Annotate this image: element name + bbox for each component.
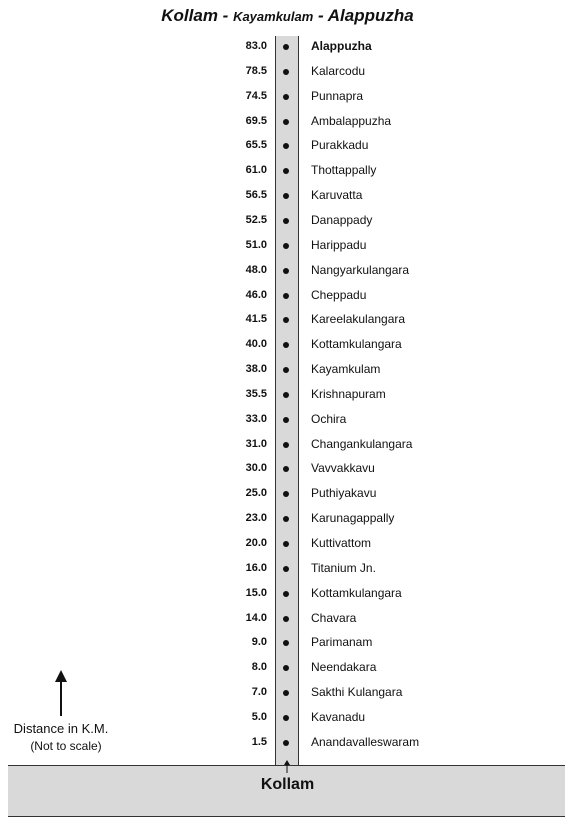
stop-distance: 46.0: [245, 288, 267, 301]
stop-name: Ochira: [311, 411, 347, 426]
stop-name: Changankulangara: [311, 436, 413, 451]
stop-dot-icon: [283, 392, 289, 398]
stop-name: Thottappally: [311, 163, 377, 178]
stop-distance: 74.5: [245, 89, 267, 102]
stop-distance: 30.0: [245, 462, 267, 475]
stop-row: [0, 408, 575, 432]
stop-row: [0, 433, 575, 457]
stop-dot-icon: [283, 740, 289, 746]
stop-dot-icon: [283, 442, 289, 448]
stop-row: [0, 681, 575, 705]
stop-dot-icon: [283, 218, 289, 224]
stop-name: Kareelakulangara: [311, 312, 406, 327]
stop-name: Chavara: [311, 610, 357, 625]
stop-name: Kuttivattom: [311, 536, 372, 550]
stop-name: Kottamkulangara: [311, 337, 402, 352]
distance-legend: Distance in K.M.: [13, 721, 109, 736]
stop-dot-icon: [283, 317, 289, 323]
stop-name: Sakthi Kulangara: [311, 685, 403, 700]
stop-distance: 7.0: [251, 686, 267, 699]
stop-dot-icon: [283, 491, 289, 497]
stop-name: Titanium Jn.: [311, 560, 376, 575]
direction-arrow-icon: [52, 670, 70, 718]
stop-row: [0, 35, 575, 59]
stop-row: [0, 333, 575, 357]
stop-distance: 25.0: [245, 487, 267, 500]
stop-dot-icon: [283, 44, 289, 50]
stop-name: Kalarcodu: [311, 63, 366, 78]
stop-distance: 5.0: [251, 710, 267, 723]
stop-distance: 69.5: [245, 114, 267, 127]
stop-distance: 51.0: [245, 238, 267, 251]
stop-distance: 14.0: [245, 611, 267, 624]
stop-dot-icon: [283, 640, 289, 646]
title-middle: Kayamkulam: [233, 9, 314, 24]
origin-label: Kollam: [260, 776, 315, 793]
stop-distance: 52.5: [245, 213, 267, 226]
stop-dot-icon: [283, 516, 289, 522]
stop-name: Ambalappuzha: [311, 113, 392, 128]
stop-dot-icon: [283, 143, 289, 149]
stop-row: [0, 184, 575, 208]
stop-dot-icon: [283, 541, 289, 547]
stop-name: Parimanam: [311, 635, 373, 650]
scale-note: (Not to scale): [30, 739, 102, 753]
stop-row: [0, 308, 575, 332]
diagram-title: [0, 6, 575, 26]
stop-distance: 8.0: [251, 661, 267, 674]
stop-name: Purakkadu: [311, 138, 369, 153]
stop-distance: 31.0: [245, 437, 267, 450]
stop-name: Krishnapuram: [311, 386, 386, 401]
stop-distance: 16.0: [245, 561, 267, 574]
stop-row: [0, 383, 575, 407]
stop-name: Karunagappally: [311, 511, 395, 526]
stop-row: [0, 358, 575, 382]
stop-name: Vavvakkavu: [311, 461, 375, 476]
stop-dot-icon: [283, 690, 289, 696]
stop-distance: 38.0: [245, 363, 267, 376]
stop-distance: 35.5: [245, 387, 267, 400]
stop-name: Anandavalleswaram: [311, 734, 420, 749]
stop-dot-icon: [283, 243, 289, 249]
stop-dot-icon: [283, 342, 289, 348]
stop-dot-icon: [283, 367, 289, 373]
stop-row: [0, 159, 575, 183]
stop-dot-icon: [283, 268, 289, 274]
stop-distance: 20.0: [245, 537, 267, 549]
stop-row: [0, 631, 575, 655]
stop-dot-icon: [283, 293, 289, 299]
stop-dot-icon: [283, 566, 289, 572]
title-start: Kollam -: [161, 6, 234, 25]
stop-row: [0, 557, 575, 581]
stop-name: Karuvatta: [311, 188, 363, 203]
stop-name: Puthiyakavu: [311, 486, 377, 501]
stop-dot-icon: [283, 616, 289, 622]
stop-name: Neendakara: [311, 660, 377, 675]
stop-name: Danappady: [311, 212, 373, 227]
stop-distance: 23.0: [245, 512, 267, 525]
stop-name: Kavanadu: [311, 709, 366, 724]
stop-distance: 41.5: [245, 313, 267, 326]
origin-up-arrow-icon: [281, 760, 293, 774]
stop-row: [0, 532, 575, 556]
stop-distance: 83.0: [245, 40, 267, 52]
stop-distance: 1.5: [251, 735, 267, 748]
stop-name: Kottamkulangara: [311, 585, 402, 600]
stop-row: [0, 507, 575, 531]
stop-name: Cheppadu: [311, 287, 367, 302]
stop-name: Kayamkulam: [311, 362, 381, 377]
stop-dot-icon: [283, 119, 289, 125]
stop-distance: 56.5: [245, 189, 267, 202]
stop-dot-icon: [283, 591, 289, 597]
stop-distance: 61.0: [245, 164, 267, 177]
stop-row: [0, 134, 575, 158]
stop-distance: 40.0: [245, 338, 267, 351]
stop-row: [0, 60, 575, 84]
stop-row: [0, 656, 575, 680]
stop-dot-icon: [283, 466, 289, 472]
title-end: - Alappuzha: [313, 6, 414, 25]
stop-row: [0, 482, 575, 506]
stop-row: [0, 85, 575, 109]
stop-dot-icon: [283, 193, 289, 199]
stop-distance: 9.0: [251, 636, 267, 649]
stop-row: [0, 259, 575, 283]
stop-dot-icon: [283, 715, 289, 721]
stop-distance: 65.5: [245, 139, 267, 152]
stop-dot-icon: [283, 417, 289, 423]
stop-dot-icon: [283, 94, 289, 100]
stop-name: Punnapra: [311, 88, 364, 103]
stop-name: Alappuzha: [311, 39, 372, 53]
stop-row: [0, 110, 575, 134]
stop-row: [0, 607, 575, 631]
stop-dot-icon: [283, 665, 289, 671]
stop-row: [0, 457, 575, 481]
stop-row: [0, 582, 575, 606]
stop-row: [0, 234, 575, 258]
stop-dot-icon: [283, 168, 289, 174]
stop-name: Nangyarkulangara: [311, 262, 410, 277]
stop-distance: 48.0: [245, 263, 267, 276]
stop-dot-icon: [283, 69, 289, 75]
stop-distance: 15.0: [245, 586, 267, 599]
stop-row: [0, 209, 575, 233]
stop-row: [0, 284, 575, 308]
stop-distance: 78.5: [245, 64, 267, 77]
stop-name: Harippadu: [311, 237, 367, 252]
stop-distance: 33.0: [245, 412, 267, 425]
